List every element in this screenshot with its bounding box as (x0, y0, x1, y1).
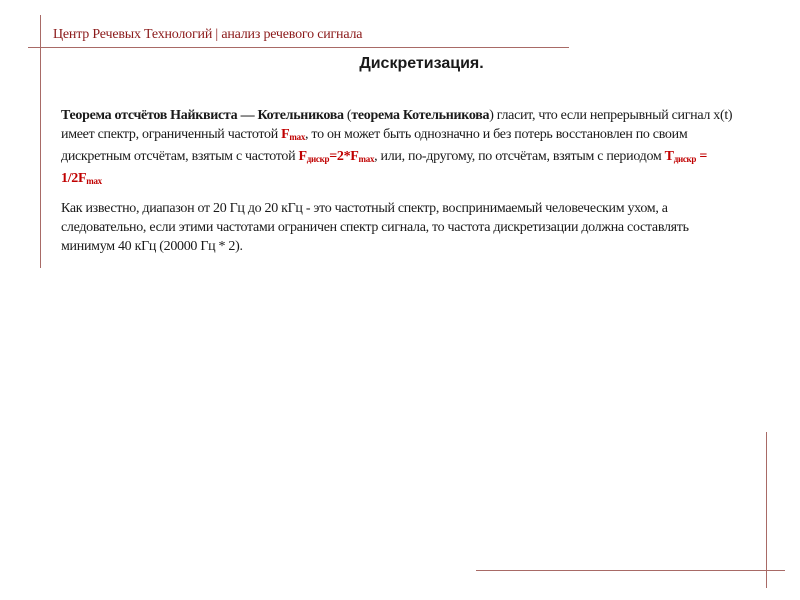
fmax-symbol: $F_{max}$ (281, 127, 306, 142)
theorem-text-2: , то он может быть однозначно и без потерь восстановлен по своим дискретным отсчётам, взятым с частотой (61, 127, 688, 164)
page-header: Центр Речевых Технологий | анализ речевого сигнала (53, 27, 363, 42)
page-title: Дискретизация. (359, 55, 484, 72)
top-horizontal-rule (28, 47, 569, 48)
right-vertical-rule (766, 432, 767, 588)
content-body (61, 106, 741, 264)
bottom-horizontal-rule (476, 570, 785, 571)
paragraph-theorem (61, 106, 741, 191)
theorem-name: Теорема отсчётов Найквиста — Котельникова (61, 108, 344, 123)
fd-formula: $F_{дискр}=2*F_{max}$ (298, 149, 375, 164)
theorem-text-3: , или, по-другому, по отсчётам, взятым с периодом (374, 149, 665, 164)
paren-open: ( (343, 108, 352, 123)
theorem-text-1: ) гласит, что если непрерывный сигнал x(t) имеет спектр, ограниченный частотой (61, 108, 733, 142)
t-formula: $T_{дискр} = 1/2F_{max}$ (61, 149, 708, 186)
left-vertical-rule (40, 15, 41, 268)
paragraph-hearing-range: Как известно, диапазон от 20 Гц до 20 кГц - это частотный спектр, воспринимаемый человеческим ухом, а следовательно, если этими частотами ограничен спектр сигнала, то частота дискретизации должна составлять минимум 40 кГц (20000 Гц * 2). (61, 201, 689, 254)
theorem-alt-name: теорема Котельникова (351, 108, 490, 123)
